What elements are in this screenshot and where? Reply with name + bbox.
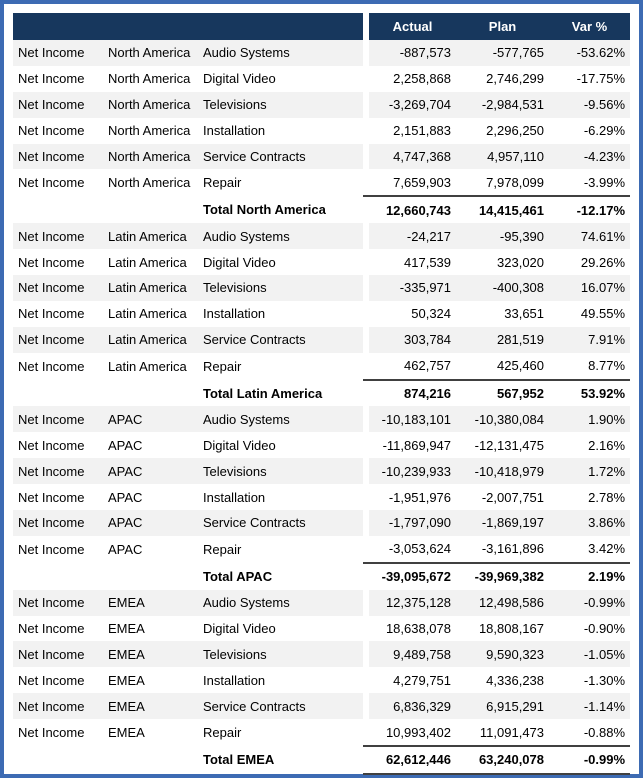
- cell-region: APAC: [108, 489, 143, 505]
- cell-actual: 6,836,329: [369, 693, 456, 719]
- cell-region: APAC: [108, 541, 143, 557]
- cell-measure-empty: [13, 746, 103, 774]
- cell-actual: 303,784: [369, 327, 456, 353]
- data-row: [13, 536, 630, 563]
- cell-region: North America: [108, 71, 191, 87]
- data-row: [13, 510, 630, 536]
- cell-actual: 4,747,368: [369, 144, 456, 170]
- cell-actual: -335,971: [369, 275, 456, 301]
- data-row: [13, 641, 630, 667]
- cell-actual: -1,797,090: [369, 510, 456, 536]
- cell-var: 1.72%: [549, 458, 630, 484]
- data-row: [13, 590, 630, 616]
- cell-actual: 10,993,402: [385, 724, 452, 740]
- cell-region: Latin America: [108, 254, 187, 270]
- cell-actual: 417,539: [404, 254, 452, 270]
- cell-region-empty: [103, 380, 198, 407]
- cell-plan: 4,957,110: [456, 144, 549, 170]
- cell-product: Repair: [203, 725, 242, 741]
- cell-region: North America: [103, 40, 198, 66]
- header-plan: Plan: [456, 13, 549, 40]
- cell-measure: Net Income: [18, 541, 85, 557]
- cell-measure: Net Income: [13, 92, 103, 118]
- data-row: [13, 118, 630, 144]
- cell-var: 3.86%: [549, 510, 630, 536]
- total-label: Total North America: [198, 196, 363, 223]
- cell-plan: 33,651: [504, 306, 545, 322]
- cell-plan: 425,460: [497, 358, 545, 374]
- cell-product: Service Contracts: [198, 510, 363, 536]
- cell-measure: Net Income: [18, 306, 85, 322]
- cell-product: Televisions: [198, 92, 363, 118]
- table-body: [13, 40, 630, 774]
- total-var: 53.92%: [549, 380, 630, 407]
- cell-product: Digital Video: [203, 621, 276, 637]
- cell-var: 2.16%: [588, 437, 626, 453]
- cell-product: Installation: [203, 123, 266, 139]
- cell-region: Latin America: [103, 327, 198, 353]
- cell-product: Audio Systems: [198, 223, 363, 249]
- total-plan: 14,415,461: [456, 196, 549, 223]
- cell-region: North America: [103, 92, 198, 118]
- cell-product: Audio Systems: [198, 406, 363, 432]
- cell-var: -53.62%: [549, 40, 630, 66]
- cell-measure: Net Income: [18, 621, 85, 637]
- cell-actual: 12,375,128: [369, 590, 456, 616]
- cell-var: 16.07%: [549, 275, 630, 301]
- cell-plan: 323,020: [497, 254, 545, 270]
- cell-measure: Net Income: [18, 672, 85, 688]
- total-row: [13, 746, 630, 774]
- cell-region: North America: [108, 175, 191, 191]
- cell-actual: -3,053,624: [388, 541, 452, 557]
- cell-plan: -577,765: [456, 40, 549, 66]
- cell-var: -1.30%: [583, 672, 626, 688]
- cell-actual: 50,324: [411, 306, 452, 322]
- table-header: [13, 13, 630, 40]
- cell-product: Audio Systems: [198, 590, 363, 616]
- cell-measure: Net Income: [18, 437, 85, 453]
- cell-region: APAC: [103, 406, 198, 432]
- data-row: [13, 667, 630, 693]
- cell-plan: -1,869,197: [456, 510, 549, 536]
- cell-actual: 2,258,868: [393, 71, 452, 87]
- cell-measure: Net Income: [18, 254, 85, 270]
- cell-measure: Net Income: [13, 275, 103, 301]
- cell-plan: -12,131,475: [474, 437, 545, 453]
- data-row: [13, 169, 630, 196]
- total-row: [13, 380, 630, 407]
- cell-product: Televisions: [198, 458, 363, 484]
- cell-actual: -10,239,933: [369, 458, 456, 484]
- data-row: [13, 144, 630, 170]
- cell-plan: 7,978,099: [486, 174, 545, 190]
- data-row: [13, 353, 630, 380]
- cell-plan: 6,915,291: [456, 693, 549, 719]
- cell-product: Repair: [203, 358, 242, 374]
- cell-region-empty: [103, 196, 198, 223]
- header-var: Var %: [549, 13, 630, 40]
- cell-var: 8.77%: [588, 358, 626, 374]
- total-actual: 874,216: [369, 380, 456, 407]
- cell-product: Installation: [203, 306, 266, 322]
- cell-measure: Net Income: [18, 71, 85, 87]
- cell-var: -9.56%: [549, 92, 630, 118]
- cell-actual: -1,951,976: [388, 489, 452, 505]
- data-row: [13, 432, 630, 458]
- total-label: Total APAC: [198, 563, 363, 590]
- cell-product: Televisions: [198, 275, 363, 301]
- cell-measure-empty: [13, 563, 103, 590]
- cell-plan: 9,590,323: [456, 641, 549, 667]
- cell-plan: -3,161,896: [481, 541, 545, 557]
- data-row: [13, 719, 630, 746]
- cell-actual: 7,659,903: [393, 174, 452, 190]
- data-row: [13, 40, 630, 66]
- cell-actual: 18,638,078: [385, 621, 452, 637]
- cell-actual: -3,269,704: [369, 92, 456, 118]
- total-var: -12.17%: [549, 196, 630, 223]
- cell-region: EMEA: [108, 725, 145, 741]
- cell-region: North America: [108, 123, 191, 139]
- cell-plan: -400,308: [456, 275, 549, 301]
- cell-var: -1.14%: [549, 693, 630, 719]
- cell-region: Latin America: [108, 306, 187, 322]
- cell-measure-empty: [13, 196, 103, 223]
- data-row: [13, 616, 630, 642]
- cell-product: Digital Video: [203, 437, 276, 453]
- cell-var: -0.88%: [583, 724, 626, 740]
- cell-measure: Net Income: [13, 327, 103, 353]
- cell-var: 74.61%: [549, 223, 630, 249]
- cell-region: APAC: [103, 510, 198, 536]
- cell-measure: Net Income: [13, 693, 103, 719]
- cell-product: Installation: [203, 489, 266, 505]
- cell-plan: 11,091,473: [479, 724, 545, 740]
- cell-var: -17.75%: [576, 71, 626, 87]
- cell-var: -0.90%: [583, 621, 626, 637]
- data-row: [13, 275, 630, 301]
- cell-plan: 2,746,299: [486, 71, 545, 87]
- cell-region: EMEA: [108, 672, 145, 688]
- cell-actual: -11,869,947: [382, 437, 452, 453]
- cell-product: Service Contracts: [198, 144, 363, 170]
- cell-region: APAC: [108, 437, 143, 453]
- cell-measure: Net Income: [13, 406, 103, 432]
- cell-var: 49.55%: [580, 306, 626, 322]
- total-actual: 12,660,743: [369, 196, 456, 223]
- cell-var: 2.78%: [588, 489, 626, 505]
- cell-measure-empty: [13, 380, 103, 407]
- cell-region: North America: [103, 144, 198, 170]
- cell-measure: Net Income: [13, 510, 103, 536]
- cell-region: EMEA: [103, 590, 198, 616]
- header-row: [13, 13, 630, 40]
- cell-plan: 18,808,167: [478, 621, 545, 637]
- cell-var: 3.42%: [588, 541, 626, 557]
- cell-product: Digital Video: [203, 254, 276, 270]
- cell-region: APAC: [103, 458, 198, 484]
- cell-measure: Net Income: [18, 123, 85, 139]
- total-row: [13, 196, 630, 223]
- total-row: [13, 563, 630, 590]
- cell-var: 7.91%: [549, 327, 630, 353]
- cell-product: Digital Video: [203, 71, 276, 87]
- data-row: [13, 327, 630, 353]
- cell-plan: 281,519: [456, 327, 549, 353]
- header-label-spacer: [13, 13, 363, 40]
- cell-region: EMEA: [103, 641, 198, 667]
- net-income-table: [13, 13, 630, 775]
- cell-product: Televisions: [198, 641, 363, 667]
- cell-region: EMEA: [108, 621, 145, 637]
- cell-var: -3.99%: [583, 174, 626, 190]
- cell-product: Service Contracts: [198, 327, 363, 353]
- data-row: [13, 92, 630, 118]
- cell-product: Service Contracts: [198, 693, 363, 719]
- cell-measure: Net Income: [13, 40, 103, 66]
- total-label: Total Latin America: [198, 380, 363, 407]
- total-var: 2.19%: [549, 563, 630, 590]
- cell-region: Latin America: [103, 223, 198, 249]
- cell-var: -1.05%: [549, 641, 630, 667]
- total-label: Total EMEA: [198, 746, 363, 774]
- cell-var: 1.90%: [549, 406, 630, 432]
- data-row: [13, 66, 630, 92]
- cell-plan: 4,336,238: [486, 672, 545, 688]
- data-row: [13, 249, 630, 275]
- cell-measure: Net Income: [13, 458, 103, 484]
- cell-plan: -95,390: [456, 223, 549, 249]
- cell-actual: -887,573: [369, 40, 456, 66]
- cell-plan: -2,984,531: [456, 92, 549, 118]
- data-row: [13, 406, 630, 432]
- cell-measure: Net Income: [18, 725, 85, 741]
- cell-measure: Net Income: [13, 223, 103, 249]
- total-plan: 63,240,078: [456, 746, 549, 774]
- cell-region: EMEA: [103, 693, 198, 719]
- cell-plan: -10,418,979: [456, 458, 549, 484]
- cell-actual: 4,279,751: [393, 672, 452, 688]
- cell-measure: Net Income: [18, 489, 85, 505]
- cell-region: Latin America: [108, 358, 187, 374]
- data-row: [13, 484, 630, 510]
- cell-product: Repair: [203, 175, 242, 191]
- cell-measure: Net Income: [13, 590, 103, 616]
- cell-var: -0.99%: [549, 590, 630, 616]
- cell-product: Audio Systems: [198, 40, 363, 66]
- data-row: [13, 301, 630, 327]
- total-actual: -39,095,672: [369, 563, 456, 590]
- total-var: -0.99%: [549, 746, 630, 774]
- cell-actual: -24,217: [369, 223, 456, 249]
- data-row: [13, 693, 630, 719]
- cell-measure: Net Income: [13, 641, 103, 667]
- cell-measure: Net Income: [18, 358, 85, 374]
- cell-actual: 9,489,758: [369, 641, 456, 667]
- cell-plan: -10,380,084: [456, 406, 549, 432]
- cell-region: Latin America: [103, 275, 198, 301]
- cell-region-empty: [103, 746, 198, 774]
- total-actual: 62,612,446: [369, 746, 456, 774]
- cell-plan: -2,007,751: [481, 489, 545, 505]
- cell-actual: -10,183,101: [369, 406, 456, 432]
- cell-measure: Net Income: [18, 175, 85, 191]
- cell-plan: 12,498,586: [456, 590, 549, 616]
- total-plan: -39,969,382: [456, 563, 549, 590]
- cell-var: 29.26%: [580, 254, 626, 270]
- header-actual: Actual: [369, 13, 456, 40]
- cell-actual: 462,757: [404, 358, 452, 374]
- data-row: [13, 458, 630, 484]
- data-row: [13, 223, 630, 249]
- cell-region-empty: [103, 563, 198, 590]
- cell-product: Installation: [203, 672, 266, 688]
- total-plan: 567,952: [456, 380, 549, 407]
- cell-product: Repair: [203, 541, 242, 557]
- cell-var: -6.29%: [583, 123, 626, 139]
- cell-var: -4.23%: [549, 144, 630, 170]
- cell-plan: 2,296,250: [486, 123, 545, 139]
- cell-actual: 2,151,883: [393, 123, 452, 139]
- cell-measure: Net Income: [13, 144, 103, 170]
